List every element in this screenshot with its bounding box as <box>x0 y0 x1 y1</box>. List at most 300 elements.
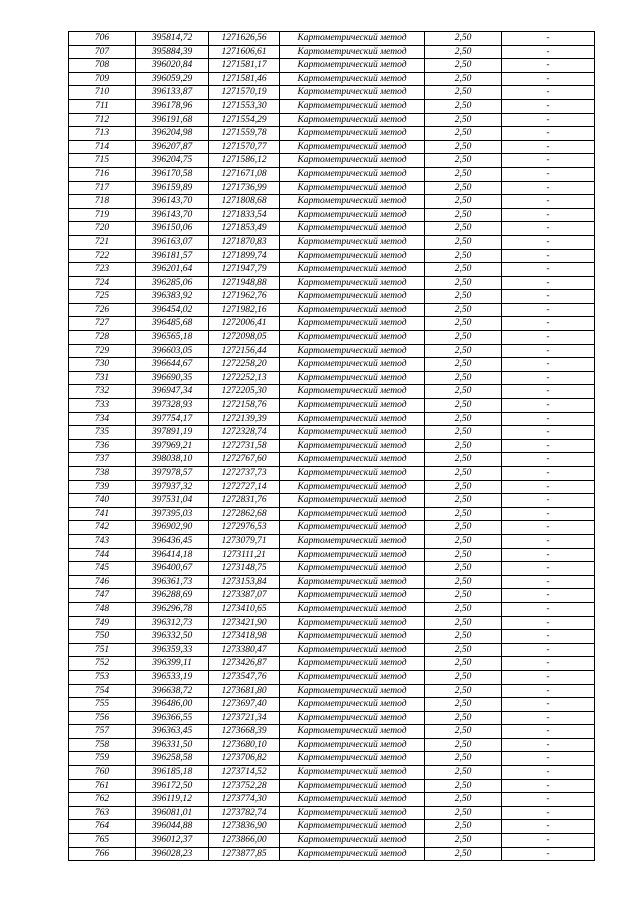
table-row <box>69 59 595 73</box>
accuracy-cell: 2,50 <box>425 657 502 671</box>
method-cell: Картометрический метод <box>280 480 425 494</box>
point-number-cell: 712 <box>69 113 136 127</box>
x-coordinate-cell: 396119,12 <box>136 793 209 807</box>
method-cell: Картометрический метод <box>280 711 425 725</box>
y-coordinate-cell: 1272258,20 <box>209 358 280 372</box>
note-cell: - <box>502 195 595 209</box>
accuracy-cell: 2,50 <box>425 738 502 752</box>
x-coordinate-cell: 397969,21 <box>136 439 209 453</box>
accuracy-cell: 2,50 <box>425 140 502 154</box>
accuracy-cell: 2,50 <box>425 806 502 820</box>
method-cell: Картометрический метод <box>280 59 425 73</box>
table-row <box>69 86 595 100</box>
y-coordinate-cell: 1272767,60 <box>209 453 280 467</box>
point-number-cell: 724 <box>69 276 136 290</box>
accuracy-cell: 2,50 <box>425 534 502 548</box>
x-coordinate-cell: 396363,45 <box>136 725 209 739</box>
method-cell: Картометрический метод <box>280 399 425 413</box>
point-number-cell: 751 <box>69 643 136 657</box>
method-cell: Картометрический метод <box>280 834 425 848</box>
method-cell: Картометрический метод <box>280 249 425 263</box>
method-cell: Картометрический метод <box>280 752 425 766</box>
y-coordinate-cell: 1273418,98 <box>209 630 280 644</box>
y-coordinate-cell: 1273866,00 <box>209 834 280 848</box>
method-cell: Картометрический метод <box>280 643 425 657</box>
y-coordinate-cell: 1272862,68 <box>209 507 280 521</box>
table-row <box>69 181 595 195</box>
table-row <box>69 657 595 671</box>
x-coordinate-cell: 396947,34 <box>136 385 209 399</box>
y-coordinate-cell: 1271586,12 <box>209 154 280 168</box>
table-row <box>69 235 595 249</box>
x-coordinate-cell: 396185,18 <box>136 766 209 780</box>
method-cell: Картометрический метод <box>280 99 425 113</box>
method-cell: Картометрический метод <box>280 86 425 100</box>
point-number-cell: 720 <box>69 222 136 236</box>
point-number-cell: 756 <box>69 711 136 725</box>
table-row <box>69 439 595 453</box>
point-number-cell: 709 <box>69 72 136 86</box>
x-coordinate-cell: 396059,29 <box>136 72 209 86</box>
x-coordinate-cell: 396178,96 <box>136 99 209 113</box>
table-row <box>69 399 595 413</box>
accuracy-cell: 2,50 <box>425 290 502 304</box>
method-cell: Картометрический метод <box>280 670 425 684</box>
table-row <box>69 589 595 603</box>
table-row <box>69 72 595 86</box>
note-cell: - <box>502 249 595 263</box>
x-coordinate-cell: 396436,45 <box>136 534 209 548</box>
x-coordinate-cell: 396159,89 <box>136 181 209 195</box>
method-cell: Картометрический метод <box>280 548 425 562</box>
point-number-cell: 763 <box>69 806 136 820</box>
accuracy-cell: 2,50 <box>425 303 502 317</box>
y-coordinate-cell: 1272252,13 <box>209 371 280 385</box>
point-number-cell: 745 <box>69 562 136 576</box>
method-cell: Картометрический метод <box>280 793 425 807</box>
table-row <box>69 602 595 616</box>
table-row <box>69 779 595 793</box>
method-cell: Картометрический метод <box>280 32 425 46</box>
note-cell: - <box>502 467 595 481</box>
note-cell: - <box>502 167 595 181</box>
note-cell: - <box>502 453 595 467</box>
accuracy-cell: 2,50 <box>425 711 502 725</box>
note-cell: - <box>502 602 595 616</box>
method-cell: Картометрический метод <box>280 589 425 603</box>
point-number-cell: 719 <box>69 208 136 222</box>
accuracy-cell: 2,50 <box>425 589 502 603</box>
method-cell: Картометрический метод <box>280 344 425 358</box>
x-coordinate-cell: 396285,06 <box>136 276 209 290</box>
note-cell: - <box>502 181 595 195</box>
table-row <box>69 45 595 59</box>
x-coordinate-cell: 396172,50 <box>136 779 209 793</box>
accuracy-cell: 2,50 <box>425 181 502 195</box>
table-row <box>69 562 595 576</box>
y-coordinate-cell: 1271626,56 <box>209 32 280 46</box>
y-coordinate-cell: 1272098,05 <box>209 331 280 345</box>
x-coordinate-cell: 396454,02 <box>136 303 209 317</box>
point-number-cell: 759 <box>69 752 136 766</box>
x-coordinate-cell: 396296,78 <box>136 602 209 616</box>
note-cell: - <box>502 113 595 127</box>
accuracy-cell: 2,50 <box>425 630 502 644</box>
y-coordinate-cell: 1271606,61 <box>209 45 280 59</box>
table-row <box>69 331 595 345</box>
note-cell: - <box>502 589 595 603</box>
x-coordinate-cell: 397754,17 <box>136 412 209 426</box>
table-row <box>69 847 595 861</box>
x-coordinate-cell: 396170,58 <box>136 167 209 181</box>
table-row <box>69 494 595 508</box>
y-coordinate-cell: 1272156,44 <box>209 344 280 358</box>
table-row <box>69 358 595 372</box>
accuracy-cell: 2,50 <box>425 59 502 73</box>
y-coordinate-cell: 1271553,30 <box>209 99 280 113</box>
method-cell: Картометрический метод <box>280 507 425 521</box>
point-number-cell: 725 <box>69 290 136 304</box>
y-coordinate-cell: 1272727,14 <box>209 480 280 494</box>
x-coordinate-cell: 396533,19 <box>136 670 209 684</box>
method-cell: Картометрический метод <box>280 195 425 209</box>
note-cell: - <box>502 358 595 372</box>
table-row <box>69 738 595 752</box>
x-coordinate-cell: 397328,93 <box>136 399 209 413</box>
method-cell: Картометрический метод <box>280 222 425 236</box>
point-number-cell: 750 <box>69 630 136 644</box>
y-coordinate-cell: 1273836,90 <box>209 820 280 834</box>
method-cell: Картометрический метод <box>280 698 425 712</box>
point-number-cell: 757 <box>69 725 136 739</box>
x-coordinate-cell: 395814,72 <box>136 32 209 46</box>
point-number-cell: 729 <box>69 344 136 358</box>
accuracy-cell: 2,50 <box>425 344 502 358</box>
x-coordinate-cell: 396690,35 <box>136 371 209 385</box>
x-coordinate-cell: 398038,10 <box>136 453 209 467</box>
point-number-cell: 718 <box>69 195 136 209</box>
x-coordinate-cell: 396399,11 <box>136 657 209 671</box>
x-coordinate-cell: 397978,57 <box>136 467 209 481</box>
y-coordinate-cell: 1271671,08 <box>209 167 280 181</box>
table-row <box>69 290 595 304</box>
note-cell: - <box>502 303 595 317</box>
note-cell: - <box>502 534 595 548</box>
point-number-cell: 746 <box>69 575 136 589</box>
accuracy-cell: 2,50 <box>425 72 502 86</box>
point-number-cell: 716 <box>69 167 136 181</box>
method-cell: Картометрический метод <box>280 140 425 154</box>
accuracy-cell: 2,50 <box>425 208 502 222</box>
y-coordinate-cell: 1273877,85 <box>209 847 280 861</box>
accuracy-cell: 2,50 <box>425 235 502 249</box>
y-coordinate-cell: 1272006,41 <box>209 317 280 331</box>
y-coordinate-cell: 1271833,54 <box>209 208 280 222</box>
y-coordinate-cell: 1271962,76 <box>209 290 280 304</box>
method-cell: Картометрический метод <box>280 317 425 331</box>
accuracy-cell: 2,50 <box>425 167 502 181</box>
table-row <box>69 99 595 113</box>
accuracy-cell: 2,50 <box>425 317 502 331</box>
y-coordinate-cell: 1273547,76 <box>209 670 280 684</box>
x-coordinate-cell: 395884,39 <box>136 45 209 59</box>
point-number-cell: 715 <box>69 154 136 168</box>
method-cell: Картометрический метод <box>280 738 425 752</box>
accuracy-cell: 2,50 <box>425 99 502 113</box>
table-row <box>69 113 595 127</box>
y-coordinate-cell: 1273153,84 <box>209 575 280 589</box>
x-coordinate-cell: 397531,04 <box>136 494 209 508</box>
y-coordinate-cell: 1273380,47 <box>209 643 280 657</box>
accuracy-cell: 2,50 <box>425 371 502 385</box>
y-coordinate-cell: 1273774,30 <box>209 793 280 807</box>
note-cell: - <box>502 399 595 413</box>
table-row <box>69 412 595 426</box>
method-cell: Картометрический метод <box>280 684 425 698</box>
y-coordinate-cell: 1271948,88 <box>209 276 280 290</box>
accuracy-cell: 2,50 <box>425 562 502 576</box>
note-cell: - <box>502 575 595 589</box>
x-coordinate-cell: 396133,87 <box>136 86 209 100</box>
accuracy-cell: 2,50 <box>425 494 502 508</box>
accuracy-cell: 2,50 <box>425 643 502 657</box>
accuracy-cell: 2,50 <box>425 358 502 372</box>
point-number-cell: 732 <box>69 385 136 399</box>
y-coordinate-cell: 1273410,65 <box>209 602 280 616</box>
point-number-cell: 747 <box>69 589 136 603</box>
point-number-cell: 726 <box>69 303 136 317</box>
point-number-cell: 738 <box>69 467 136 481</box>
note-cell: - <box>502 276 595 290</box>
y-coordinate-cell: 1273079,71 <box>209 534 280 548</box>
point-number-cell: 735 <box>69 426 136 440</box>
accuracy-cell: 2,50 <box>425 154 502 168</box>
method-cell: Картометрический метод <box>280 358 425 372</box>
x-coordinate-cell: 396565,18 <box>136 331 209 345</box>
table-row <box>69 766 595 780</box>
table-row <box>69 140 595 154</box>
accuracy-cell: 2,50 <box>425 480 502 494</box>
method-cell: Картометрический метод <box>280 290 425 304</box>
point-number-cell: 740 <box>69 494 136 508</box>
note-cell: - <box>502 426 595 440</box>
note-cell: - <box>502 140 595 154</box>
point-number-cell: 706 <box>69 32 136 46</box>
table-row <box>69 344 595 358</box>
point-number-cell: 739 <box>69 480 136 494</box>
table-row <box>69 630 595 644</box>
x-coordinate-cell: 397395,03 <box>136 507 209 521</box>
point-number-cell: 760 <box>69 766 136 780</box>
table-row <box>69 467 595 481</box>
method-cell: Картометрический метод <box>280 494 425 508</box>
note-cell: - <box>502 847 595 861</box>
accuracy-cell: 2,50 <box>425 195 502 209</box>
point-number-cell: 762 <box>69 793 136 807</box>
method-cell: Картометрический метод <box>280 385 425 399</box>
x-coordinate-cell: 396486,00 <box>136 698 209 712</box>
table-row <box>69 249 595 263</box>
method-cell: Картометрический метод <box>280 562 425 576</box>
note-cell: - <box>502 725 595 739</box>
note-cell: - <box>502 59 595 73</box>
note-cell: - <box>502 480 595 494</box>
x-coordinate-cell: 396163,07 <box>136 235 209 249</box>
y-coordinate-cell: 1273680,10 <box>209 738 280 752</box>
accuracy-cell: 2,50 <box>425 45 502 59</box>
y-coordinate-cell: 1272976,53 <box>209 521 280 535</box>
accuracy-cell: 2,50 <box>425 725 502 739</box>
note-cell: - <box>502 834 595 848</box>
x-coordinate-cell: 396081,01 <box>136 806 209 820</box>
y-coordinate-cell: 1273668,39 <box>209 725 280 739</box>
table-row <box>69 453 595 467</box>
table-row <box>69 385 595 399</box>
table-row <box>69 222 595 236</box>
method-cell: Картометрический метод <box>280 208 425 222</box>
note-cell: - <box>502 643 595 657</box>
method-cell: Картометрический метод <box>280 779 425 793</box>
note-cell: - <box>502 507 595 521</box>
y-coordinate-cell: 1273714,52 <box>209 766 280 780</box>
x-coordinate-cell: 396485,68 <box>136 317 209 331</box>
accuracy-cell: 2,50 <box>425 793 502 807</box>
x-coordinate-cell: 396191,68 <box>136 113 209 127</box>
point-number-cell: 727 <box>69 317 136 331</box>
table-row <box>69 684 595 698</box>
note-cell: - <box>502 684 595 698</box>
x-coordinate-cell: 396028,23 <box>136 847 209 861</box>
y-coordinate-cell: 1273148,75 <box>209 562 280 576</box>
note-cell: - <box>502 344 595 358</box>
table-row <box>69 793 595 807</box>
note-cell: - <box>502 371 595 385</box>
point-number-cell: 744 <box>69 548 136 562</box>
method-cell: Картометрический метод <box>280 847 425 861</box>
method-cell: Картометрический метод <box>280 630 425 644</box>
point-number-cell: 741 <box>69 507 136 521</box>
x-coordinate-cell: 396361,73 <box>136 575 209 589</box>
table-row <box>69 317 595 331</box>
note-cell: - <box>502 317 595 331</box>
method-cell: Картометрический метод <box>280 167 425 181</box>
table-row <box>69 534 595 548</box>
method-cell: Картометрический метод <box>280 127 425 141</box>
y-coordinate-cell: 1271554,29 <box>209 113 280 127</box>
y-coordinate-cell: 1271982,16 <box>209 303 280 317</box>
point-number-cell: 761 <box>69 779 136 793</box>
method-cell: Картометрический метод <box>280 602 425 616</box>
accuracy-cell: 2,50 <box>425 820 502 834</box>
method-cell: Картометрический метод <box>280 303 425 317</box>
y-coordinate-cell: 1271581,46 <box>209 72 280 86</box>
accuracy-cell: 2,50 <box>425 399 502 413</box>
coordinates-table <box>68 31 595 861</box>
point-number-cell: 753 <box>69 670 136 684</box>
table-row <box>69 426 595 440</box>
x-coordinate-cell: 396204,75 <box>136 154 209 168</box>
method-cell: Картометрический метод <box>280 154 425 168</box>
note-cell: - <box>502 806 595 820</box>
note-cell: - <box>502 222 595 236</box>
table-row <box>69 263 595 277</box>
accuracy-cell: 2,50 <box>425 385 502 399</box>
x-coordinate-cell: 396201,64 <box>136 263 209 277</box>
accuracy-cell: 2,50 <box>425 263 502 277</box>
y-coordinate-cell: 1271570,77 <box>209 140 280 154</box>
y-coordinate-cell: 1273426,87 <box>209 657 280 671</box>
x-coordinate-cell: 396638,72 <box>136 684 209 698</box>
note-cell: - <box>502 439 595 453</box>
table-row <box>69 711 595 725</box>
note-cell: - <box>502 127 595 141</box>
y-coordinate-cell: 1271870,83 <box>209 235 280 249</box>
y-coordinate-cell: 1273387,07 <box>209 589 280 603</box>
y-coordinate-cell: 1271736,99 <box>209 181 280 195</box>
note-cell: - <box>502 72 595 86</box>
table-row <box>69 208 595 222</box>
point-number-cell: 707 <box>69 45 136 59</box>
note-cell: - <box>502 630 595 644</box>
method-cell: Картометрический метод <box>280 467 425 481</box>
accuracy-cell: 2,50 <box>425 127 502 141</box>
x-coordinate-cell: 396044,88 <box>136 820 209 834</box>
method-cell: Картометрический метод <box>280 276 425 290</box>
table-row <box>69 507 595 521</box>
y-coordinate-cell: 1271570,19 <box>209 86 280 100</box>
point-number-cell: 742 <box>69 521 136 535</box>
point-number-cell: 708 <box>69 59 136 73</box>
x-coordinate-cell: 396383,92 <box>136 290 209 304</box>
y-coordinate-cell: 1272158,76 <box>209 399 280 413</box>
method-cell: Картометрический метод <box>280 412 425 426</box>
method-cell: Картометрический метод <box>280 45 425 59</box>
point-number-cell: 728 <box>69 331 136 345</box>
note-cell: - <box>502 820 595 834</box>
accuracy-cell: 2,50 <box>425 331 502 345</box>
accuracy-cell: 2,50 <box>425 779 502 793</box>
point-number-cell: 755 <box>69 698 136 712</box>
method-cell: Картометрический метод <box>280 657 425 671</box>
table-row <box>69 154 595 168</box>
point-number-cell: 731 <box>69 371 136 385</box>
x-coordinate-cell: 396288,69 <box>136 589 209 603</box>
note-cell: - <box>502 752 595 766</box>
y-coordinate-cell: 1273706,82 <box>209 752 280 766</box>
method-cell: Картометрический метод <box>280 725 425 739</box>
table-row <box>69 806 595 820</box>
y-coordinate-cell: 1272831,76 <box>209 494 280 508</box>
note-cell: - <box>502 670 595 684</box>
x-coordinate-cell: 396012,37 <box>136 834 209 848</box>
method-cell: Картометрический метод <box>280 806 425 820</box>
method-cell: Картометрический метод <box>280 820 425 834</box>
method-cell: Картометрический метод <box>280 575 425 589</box>
point-number-cell: 764 <box>69 820 136 834</box>
accuracy-cell: 2,50 <box>425 467 502 481</box>
table-row <box>69 548 595 562</box>
point-number-cell: 749 <box>69 616 136 630</box>
x-coordinate-cell: 397937,32 <box>136 480 209 494</box>
coordinates-table-body <box>69 32 595 861</box>
x-coordinate-cell: 396181,57 <box>136 249 209 263</box>
note-cell: - <box>502 45 595 59</box>
note-cell: - <box>502 235 595 249</box>
point-number-cell: 730 <box>69 358 136 372</box>
accuracy-cell: 2,50 <box>425 548 502 562</box>
point-number-cell: 765 <box>69 834 136 848</box>
accuracy-cell: 2,50 <box>425 412 502 426</box>
